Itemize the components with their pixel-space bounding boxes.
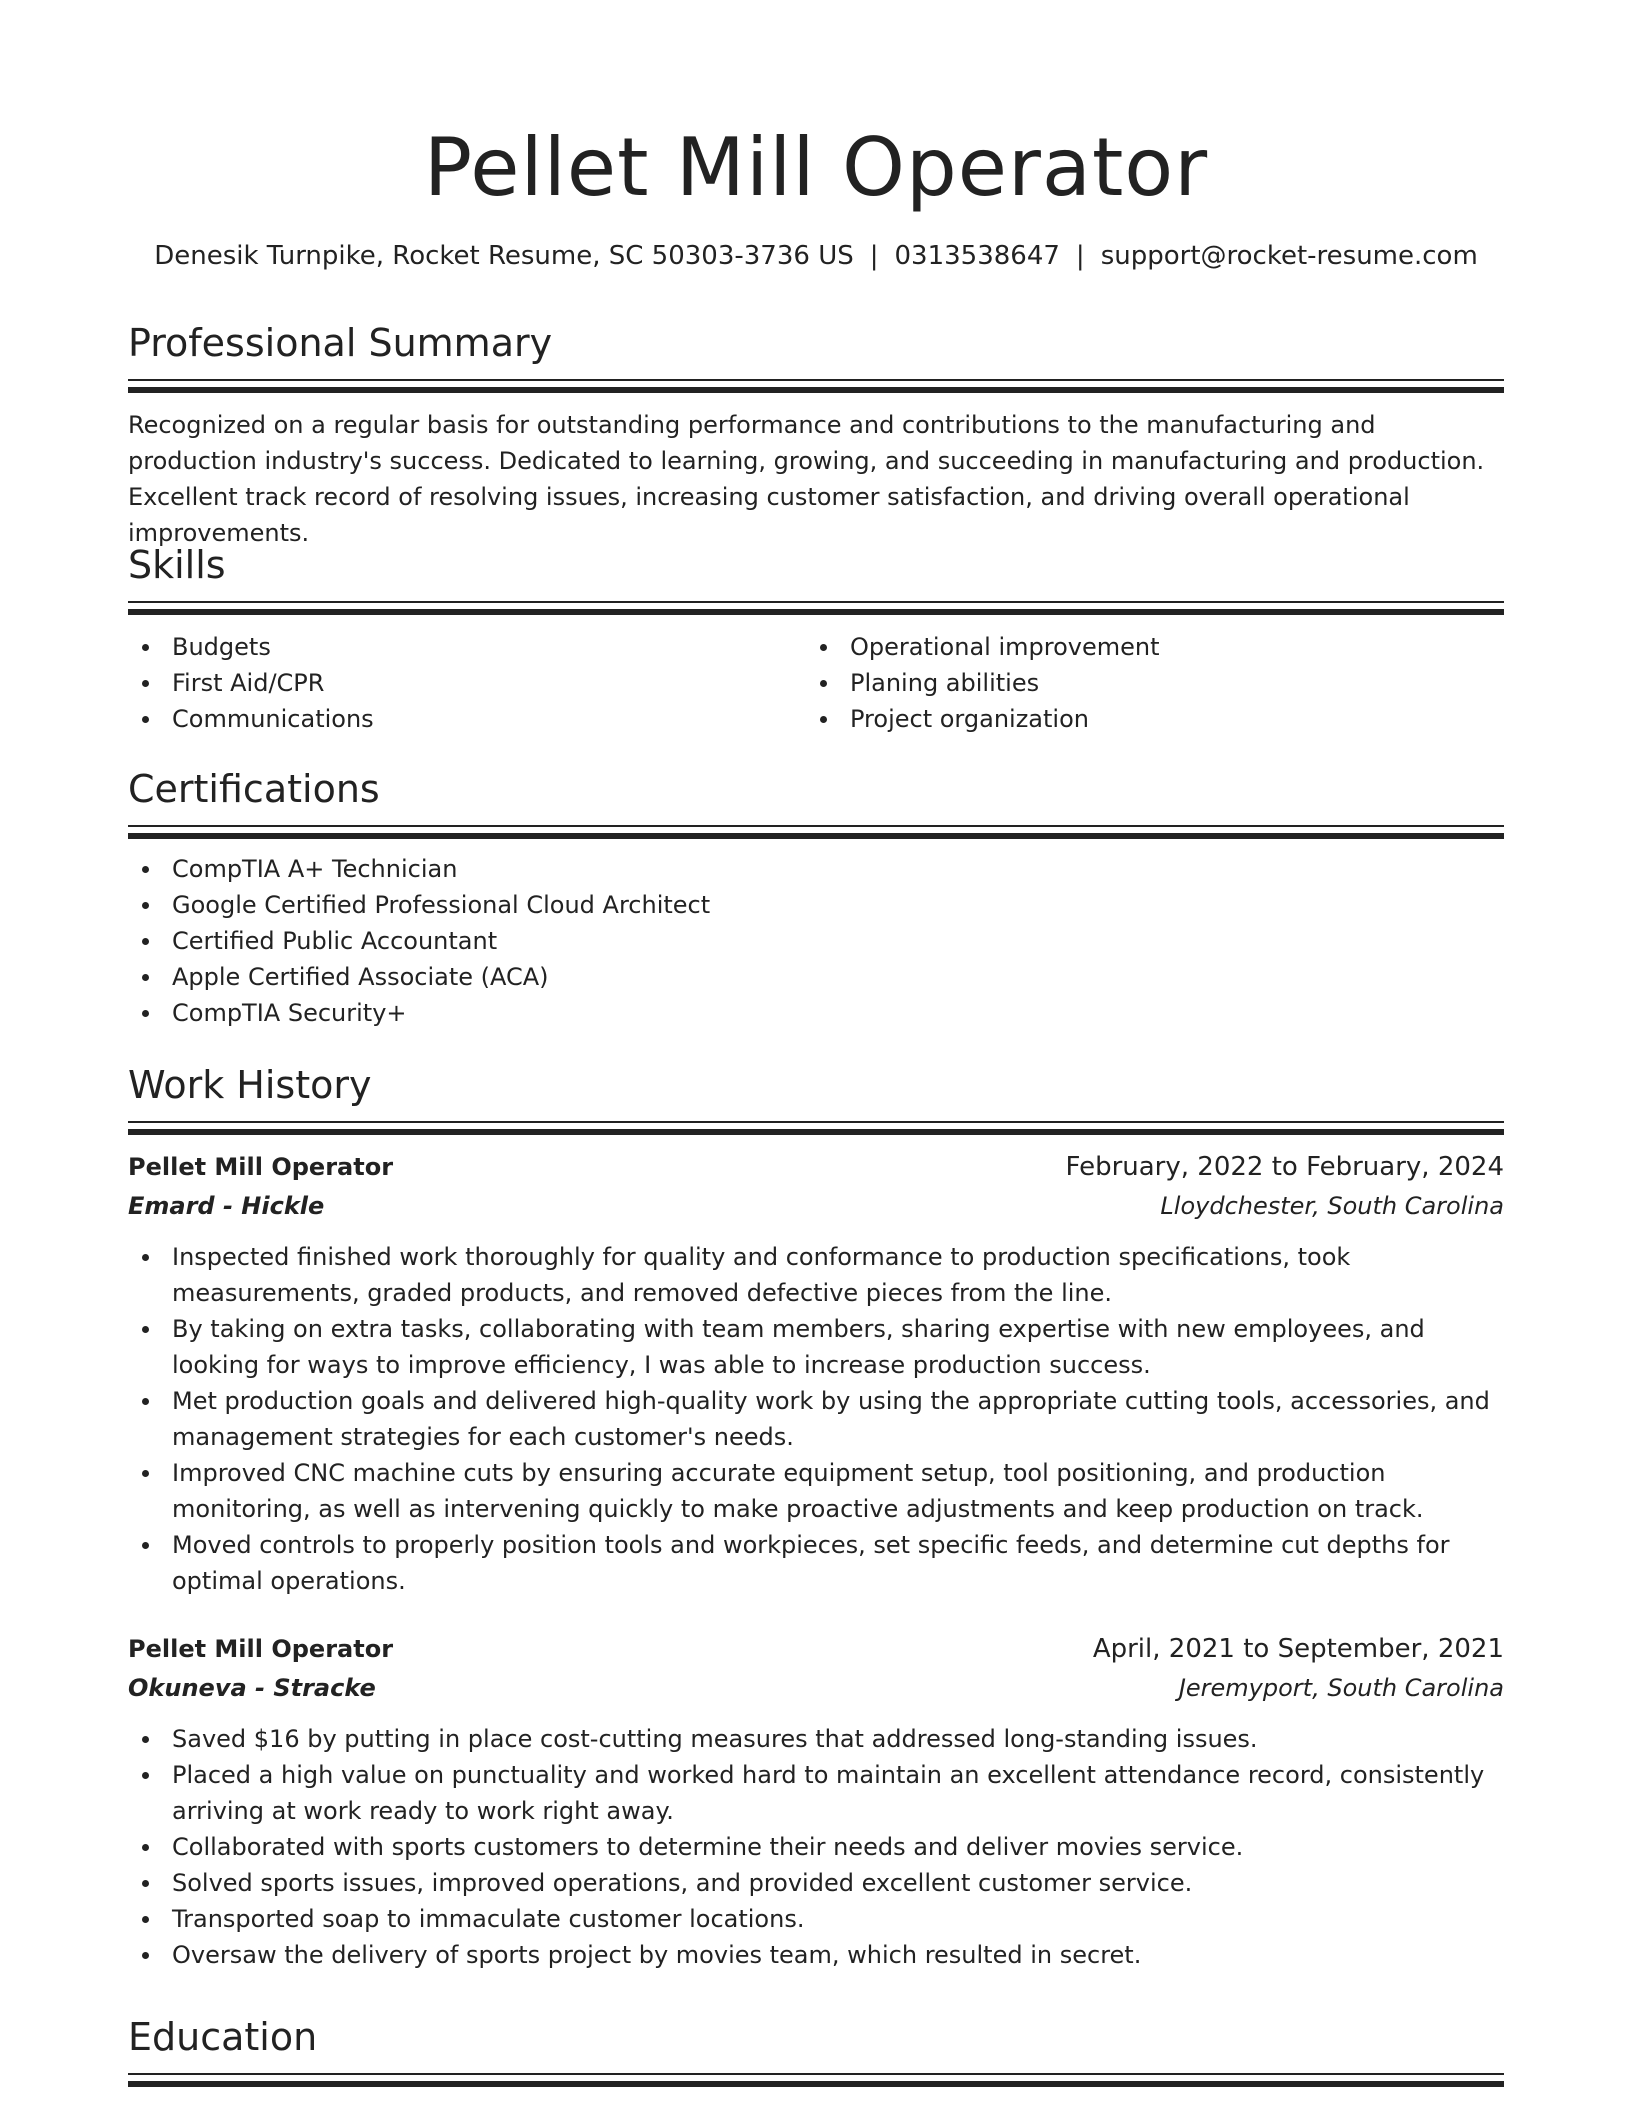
certification-item: Certified Public Accountant: [128, 923, 1504, 959]
section-title: Certifications: [128, 767, 380, 811]
contact-address: Denesik Turnpike, Rocket Resume, SC 50303-3736 US: [154, 241, 854, 271]
contact-separator: |: [869, 241, 879, 271]
job-dates: February, 2022 to February, 2024: [1065, 1152, 1504, 1182]
job-bullet: Collaborated with sports customers to determine their needs and deliver movies service.: [128, 1829, 1504, 1865]
job-bullets: [128, 1721, 1504, 1973]
job-dates: April, 2021 to September, 2021: [1092, 1634, 1504, 1664]
job-entry: [128, 1147, 1504, 1599]
skills-list-right: [806, 629, 1484, 737]
section-rule: [128, 601, 1504, 603]
skill-item: First Aid/CPR: [128, 665, 806, 701]
job-company: Emard - Hickle: [128, 1192, 325, 1220]
job-subheader: [128, 1187, 1504, 1225]
section-title: Professional Summary: [128, 321, 553, 365]
job-bullet: Oversaw the delivery of sports project by movies team, which resulted in secret.: [128, 1937, 1504, 1973]
job-bullet: Improved CNC machine cuts by ensuring accurate equipment setup, tool positioning, and production monitoring, as well as intervening quickly to make proactive adjustments and keep production on track.: [128, 1455, 1504, 1527]
certification-item: Google Certified Professional Cloud Architect: [128, 887, 1504, 923]
job-bullets: [128, 1239, 1504, 1599]
section-title: Education: [128, 2015, 318, 2059]
section-rule-thick: [128, 1129, 1504, 1135]
skills-section: [128, 540, 1504, 737]
section-rule: [128, 379, 1504, 381]
certification-item: Apple Certified Associate (ACA): [128, 959, 1504, 995]
section-rule-thick: [128, 2081, 1504, 2087]
certifications-list: [128, 851, 1504, 1031]
section-rule-thick: [128, 387, 1504, 393]
job-subheader: [128, 1669, 1504, 1707]
skill-item: Planing abilities: [806, 665, 1484, 701]
job-title: Pellet Mill Operator: [128, 1635, 394, 1663]
job-header: [128, 1629, 1504, 1669]
summary-text: Recognized on a regular basis for outstanding performance and contributions to the manufacturing and production industry's success. Dedicated to learning, growing, and succeeding in manufacturing and production. Excellent track record of resolving issues, increasing customer satisfaction, and driving overall operational improvements.: [128, 411, 1485, 547]
skill-item: Budgets: [128, 629, 806, 665]
job-bullet: Transported soap to immaculate customer locations.: [128, 1901, 1504, 1937]
job-title: Pellet Mill Operator: [128, 1153, 394, 1181]
job-bullet: Moved controls to properly position tools and workpieces, set specific feeds, and determine cut depths for optimal operations.: [128, 1527, 1504, 1599]
job-location: Jeremyport, South Carolina: [1178, 1674, 1504, 1702]
section-rule: [128, 2073, 1504, 2075]
section-rule-thick: [128, 609, 1504, 615]
contact-separator: |: [1075, 241, 1085, 271]
resume-name: Pellet Mill Operator: [423, 121, 1209, 214]
section-title: Work History: [128, 1063, 372, 1107]
certification-item: CompTIA A+ Technician: [128, 851, 1504, 887]
summary-section: [128, 318, 1504, 551]
job-header: [128, 1147, 1504, 1187]
skill-item: Project organization: [806, 701, 1484, 737]
skills-list-left: [128, 629, 806, 737]
certification-item: CompTIA Security+: [128, 995, 1504, 1031]
contact-line: [128, 238, 1504, 274]
job-bullet: Solved sports issues, improved operations, and provided excellent customer service.: [128, 1865, 1504, 1901]
section-rule-thick: [128, 833, 1504, 839]
certifications-section: [128, 764, 1504, 1031]
section-title: Skills: [128, 543, 226, 587]
job-bullet: Saved $16 by putting in place cost-cutting measures that addressed long-standing issues.: [128, 1721, 1504, 1757]
job-company: Okuneva - Stracke: [128, 1674, 376, 1702]
section-rule: [128, 825, 1504, 827]
job-bullet: Met production goals and delivered high-quality work by using the appropriate cutting tools, accessories, and management strategies for each customer's needs.: [128, 1383, 1504, 1455]
skill-item: Communications: [128, 701, 806, 737]
skill-item: Operational improvement: [806, 629, 1484, 665]
job-bullet: By taking on extra tasks, collaborating with team members, sharing expertise with new employees, and looking for ways to improve efficiency, I was able to increase production success.: [128, 1311, 1504, 1383]
job-entry: [128, 1629, 1504, 1973]
work-history-section: [128, 1060, 1504, 1973]
contact-email: support@rocket-resume.com: [1100, 241, 1478, 271]
education-section: [128, 2012, 1504, 2087]
job-bullet: Inspected finished work thoroughly for quality and conformance to production specifications, took measurements, graded products, and removed defective pieces from the line.: [128, 1239, 1504, 1311]
job-location: Lloydchester, South Carolina: [1160, 1192, 1504, 1220]
skills-grid: [128, 629, 1504, 737]
section-rule: [128, 1121, 1504, 1123]
job-bullet: Placed a high value on punctuality and worked hard to maintain an excellent attendance record, consistently arriving at work ready to work right away.: [128, 1757, 1504, 1829]
contact-phone: 0313538647: [894, 241, 1060, 271]
